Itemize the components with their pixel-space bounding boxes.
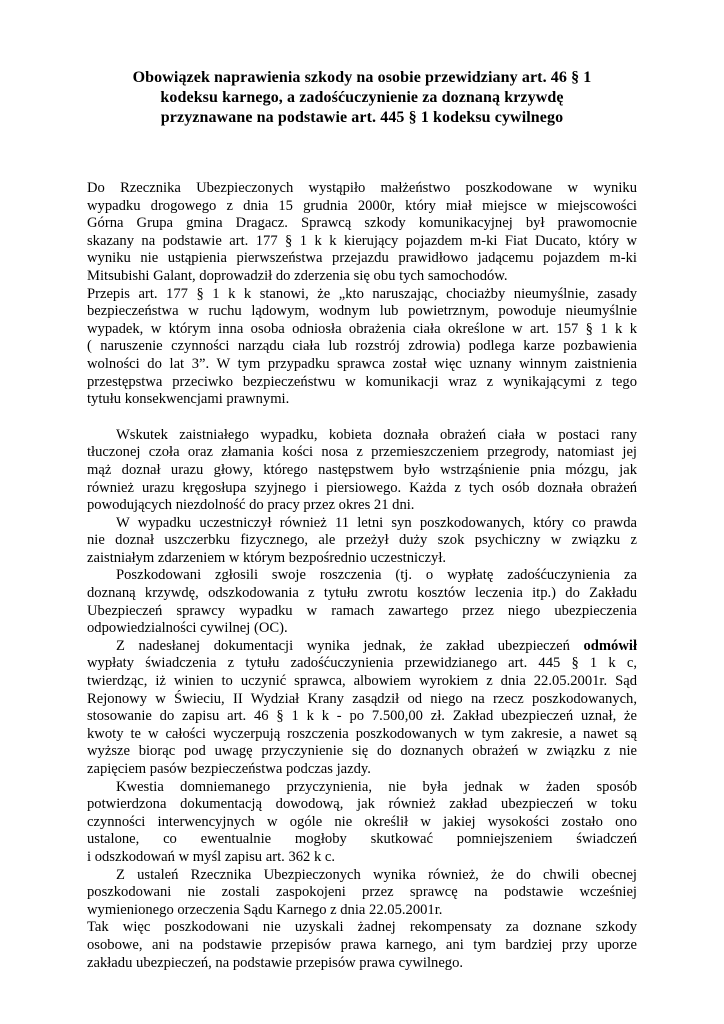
text-line: i odszkodowań w myśl zapisu art. 362 k c. bbox=[87, 848, 336, 865]
text-line: twierdząc, iż winien to uczynić sprawca, albowiem wyrokiem z dnia 22.05.2001r. Sąd bbox=[87, 673, 637, 690]
text-line: potwierdzona dokumentacją dowodową, jak również zakład ubezpieczeń w toku bbox=[87, 796, 637, 813]
text-line: doznaną krzywdę, odszkodowania z tytułu zwrotu kosztów leczenia itp.) do Zakładu bbox=[87, 585, 637, 602]
paragraph-conclusion bbox=[87, 919, 637, 972]
text-line: czynności interwencyjnych w ogóle nie określił w jakiej wysokości zostało ono bbox=[87, 813, 637, 830]
text-line: Ubezpieczeń sprawcy wypadku w ramach zawartego przez niego ubezpieczenia bbox=[87, 602, 637, 619]
text-line: zapięciem pasów bezpieczeństwa podczas jazdy. bbox=[87, 761, 371, 777]
paragraph-son bbox=[87, 515, 637, 568]
paragraph-insurer-refusal bbox=[87, 638, 637, 779]
text-line: również urazu kręgosłupa szyjnego i piersiowego. Każda z tych osób doznała obrażeń bbox=[87, 479, 637, 496]
text-line: Poszkodowani zgłosili swoje roszczenia (tj. o wypłatę zadośćuczynienia za bbox=[116, 567, 637, 584]
text-line: wolności do lat 3”. W tym przypadku sprawca został więc uznany winnym zaistnienia bbox=[87, 355, 637, 372]
text-line: kwoty te w całości wyczerpują roszczenia poszkodowanych w tym zakresie, a nawet są bbox=[87, 725, 637, 742]
text-line bbox=[87, 638, 637, 656]
text-line: tłuczonej czoła oraz złamania kości nosa z przemieszczeniem przegrody, natomiast jej bbox=[87, 444, 637, 461]
paragraph-ombudsman-findings bbox=[87, 867, 637, 920]
title-line: przyznawane na podstawie art. 445 § 1 kodeksu cywilnego bbox=[160, 109, 564, 126]
text-line: powodujących niezdolność do pracy przez okres 21 dni. bbox=[87, 497, 415, 514]
paragraph-incident bbox=[87, 180, 637, 286]
text-line: Górna Grupa gmina Dragacz. Sprawcą szkody komunikacyjnej był prawomocnie bbox=[87, 215, 637, 232]
text-line: Rejonowy w Świeciu, II Wydział Krany zasądził od niego na rzecz poszkodowanych, bbox=[87, 690, 637, 707]
text-line: bezpieczeństwa w ruchu lądowym, wodnym lub powietrznym, powoduje nieumyślnie bbox=[87, 303, 637, 320]
emphasis-refused: odmówił bbox=[583, 637, 637, 654]
paragraph-contribution bbox=[87, 779, 637, 867]
paragraph-spacer bbox=[87, 409, 637, 427]
text-line: W wypadku uczestniczył również 11 letni syn poszkodowanych, który co prawda bbox=[116, 514, 637, 531]
text-line: wymienionego orzeczenia Sądu Karnego z dnia 22.05.2001r. bbox=[87, 901, 443, 918]
text-line: mąż doznał urazu głowy, którego następstwem było wstrząśnienie pnia mózgu, jak bbox=[87, 461, 637, 478]
text-line: nie doznał uszczerbku fizycznego, ale przeżył duży szok psychiczny w związku z bbox=[87, 532, 637, 549]
text-line: Mitsubishi Galant, doprowadził do zderzenia się obu tych samochodów. bbox=[87, 267, 508, 284]
text-line: wypadek, w którym inna osoba odniosła obrażenia ciała określone w art. 157 § 1 k k bbox=[87, 320, 637, 337]
text-line: odpowiedzialności cywilnej (OC). bbox=[87, 620, 288, 637]
text-line: zakładu ubezpieczeń, na podstawie przepisów prawa cywilnego. bbox=[87, 954, 464, 971]
text-line: ( naruszenie czynności narządu ciała lub rozstrój zdrowia) podlega karze pozbawienia bbox=[87, 338, 637, 355]
text-line: wyniku nie ustąpienia pierwszeństwa przejazdu prawidłowo jadącemu pojazdem m-ki bbox=[87, 250, 637, 267]
text-line: przestępstwa przeciwko bezpieczeństwu w komunikacji wraz z wynikającymi z tego bbox=[87, 373, 637, 390]
text-line: Kwestia domniemanego przyczynienia, nie była jednak w żaden sposób bbox=[116, 778, 637, 795]
paragraph-legal-basis bbox=[87, 286, 637, 409]
text-line: Do Rzecznika Ubezpieczonych wystąpiło małżeństwo poszkodowane w wyniku bbox=[87, 180, 637, 196]
text-line: Tak więc poszkodowani nie uzyskali żadnej rekompensaty za doznane szkody bbox=[87, 919, 637, 936]
text-line: wyższe biorąc pod uwagę przyczynienie się do doznanych obrażeń w związku z nie bbox=[87, 743, 637, 760]
text-line: tytułu konsekwencjami prawnymi. bbox=[87, 391, 290, 408]
text-line: Przepis art. 177 § 1 k k stanowi, że „kto naruszając, chociażby nieumyślnie, zasady bbox=[87, 285, 637, 302]
text-line: wypłaty świadczenia z tytułu zadośćuczynienia przewidzianego art. 445 § 1 k c, bbox=[87, 655, 637, 672]
text-line: ustalone, co ewentualnie mogłoby skutkować pomniejszeniem świadczeń bbox=[87, 831, 637, 848]
paragraph-injuries bbox=[87, 427, 637, 515]
text-line: Wskutek zaistniałego wypadku, kobieta doznała obrażeń ciała w postaci rany bbox=[116, 426, 637, 443]
text-line: poszkodowani nie zostali zaspokojeni przez sprawcę na podstawie wcześniej bbox=[87, 884, 637, 901]
text-run: Z nadesłanej dokumentacji wynika jednak, że zakład ubezpieczeń bbox=[116, 637, 584, 654]
text-line: skazany na podstawie art. 177 § 1 k k kierujący pojazdem m-ki Fiat Ducato, który w bbox=[87, 232, 637, 249]
text-line: zaistniałym zdarzeniem w którym bezpośrednio uczestniczył. bbox=[87, 549, 447, 566]
text-line: wypadku drogowego z dnia 15 grudnia 2000r, który miał miejsce w miejscowości bbox=[87, 197, 637, 214]
text-line: osobowe, ani na podstawie przepisów prawa karnego, ani tym bardziej przy uporze bbox=[87, 936, 637, 953]
text-line: stosowanie do zapisu art. 46 § 1 k k - po 7.500,00 zł. Zakład ubezpieczeń uznał, że bbox=[87, 708, 637, 725]
title-line: Obowiązek naprawienia szkody na osobie przewidziany art. 46 § 1 bbox=[132, 69, 592, 86]
document-body bbox=[87, 180, 637, 972]
document-title bbox=[100, 68, 624, 128]
text-line: Z ustaleń Rzecznika Ubezpieczonych wynika również, że do chwili obecnej bbox=[116, 866, 637, 883]
title-line: kodeksu karnego, a zadośćuczynienie za doznaną krzywdę bbox=[160, 89, 564, 106]
paragraph-claims bbox=[87, 567, 637, 637]
